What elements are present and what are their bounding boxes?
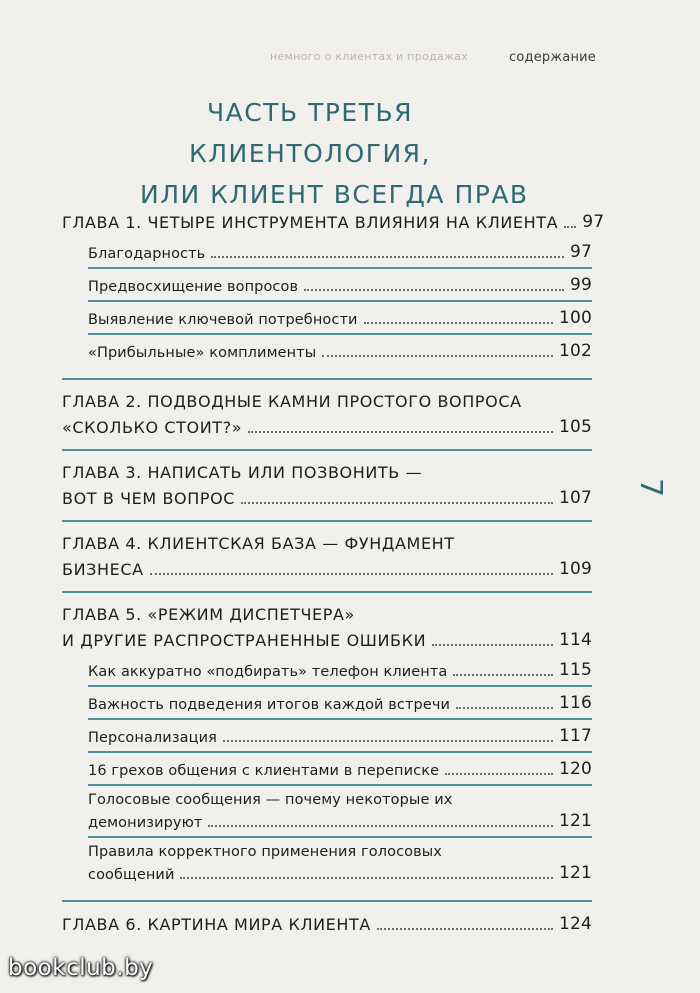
section-title-line2: сообщений xyxy=(88,867,175,883)
leader-dots xyxy=(211,256,564,258)
toc-chapter-2[interactable] xyxy=(62,392,592,451)
section-title-line1: Правила корректного применения голосовых xyxy=(88,844,442,860)
toc-section[interactable] xyxy=(88,720,592,753)
leader-dots xyxy=(564,226,576,228)
section-title: Важность подведения итогов каждой встречи xyxy=(88,697,451,713)
chapter-title-line2: И ДРУГИЕ РАСПРОСТРАНЕННЫЕ ОШИБКИ xyxy=(62,631,427,650)
leader-dots xyxy=(150,573,553,575)
chapter-page: 107 xyxy=(558,488,592,508)
toc-section[interactable] xyxy=(88,302,592,335)
section-title: Благодарность xyxy=(88,246,206,262)
toc-chapter-1[interactable] xyxy=(62,212,605,380)
section-page: 97 xyxy=(569,242,592,262)
section-title: Выявление ключевой потребности xyxy=(88,312,358,328)
leader-dots xyxy=(180,877,552,879)
part-title-line2: КЛИЕНТОЛОГИЯ, xyxy=(188,139,432,168)
running-head: содержание xyxy=(509,50,596,65)
chapter-5-sections xyxy=(88,650,592,888)
toc-chapter-5[interactable] xyxy=(62,605,592,902)
leader-dots xyxy=(364,322,553,324)
bleed-through-text: немного о клиентах и продажах xyxy=(270,50,469,63)
leader-dots xyxy=(304,289,564,291)
chapter-page: 109 xyxy=(558,559,592,579)
leader-dots xyxy=(322,355,553,357)
toc-section[interactable] xyxy=(88,335,592,366)
section-page: 120 xyxy=(558,759,592,779)
chapter-title-line2: «СКОЛЬКО СТОИТ?» xyxy=(62,418,243,437)
toc-section[interactable] xyxy=(88,269,592,302)
part-title-line3: ИЛИ КЛИЕНТ ВСЕГДА ПРАВ xyxy=(140,180,529,209)
leader-dots xyxy=(223,740,553,742)
page-number: 7 xyxy=(632,477,668,498)
section-title: Персонализация xyxy=(88,730,217,746)
toc-section[interactable] xyxy=(88,687,592,720)
chapter-title: ГЛАВА 6. КАРТИНА МИРА КЛИЕНТА xyxy=(62,915,371,934)
section-title-line1: Голосовые сообщения — почему некоторые их xyxy=(88,792,453,808)
section-page: 100 xyxy=(558,308,592,328)
chapter-title: ГЛАВА 1. ЧЕТЫРЕ ИНСТРУМЕНТА ВЛИЯНИЯ НА КЛИЕНТА xyxy=(62,213,559,232)
leader-dots xyxy=(453,674,553,676)
leader-dots xyxy=(241,502,553,504)
chapter-page: 97 xyxy=(582,212,605,232)
table-of-contents xyxy=(62,212,605,958)
part-title-line1: ЧАСТЬ ТРЕТЬЯ xyxy=(206,98,413,127)
section-page: 117 xyxy=(558,726,592,746)
toc-section[interactable] xyxy=(88,236,592,269)
section-page: 102 xyxy=(558,341,592,361)
section-title: «Прибыльные» комплименты xyxy=(88,345,317,361)
leader-dots xyxy=(445,773,553,775)
section-page: 121 xyxy=(558,811,592,831)
toc-chapter-4[interactable] xyxy=(62,534,592,593)
section-title: 16 грехов общения с клиентами в переписке xyxy=(88,763,440,779)
toc-section[interactable] xyxy=(88,654,592,687)
section-page: 99 xyxy=(569,275,592,295)
toc-chapter-3[interactable] xyxy=(62,463,592,522)
leader-dots xyxy=(432,644,553,646)
leader-dots xyxy=(377,928,553,930)
chapter-title-line1: ГЛАВА 3. НАПИСАТЬ ИЛИ ПОЗВОНИТЬ — xyxy=(62,463,423,482)
chapter-title-line1: ГЛАВА 5. «РЕЖИМ ДИСПЕТЧЕРА» xyxy=(62,605,355,624)
part-title xyxy=(140,92,529,215)
chapter-page: 114 xyxy=(558,630,592,650)
leader-dots xyxy=(456,707,553,709)
section-title: Предвосхищение вопросов xyxy=(88,279,299,295)
section-title-line2: демонизируют xyxy=(88,815,203,831)
chapter-title-line2: ВОТ В ЧЕМ ВОПРОС xyxy=(62,489,236,508)
chapter-1-sections xyxy=(88,232,592,366)
chapter-page: 105 xyxy=(558,417,592,437)
section-title: Как аккуратно «подбирать» телефон клиента xyxy=(88,664,448,680)
section-page: 116 xyxy=(558,693,592,713)
leader-dots xyxy=(248,431,553,433)
chapter-page: 124 xyxy=(558,914,592,934)
toc-chapter-6[interactable] xyxy=(62,914,592,946)
leader-dots xyxy=(208,825,553,827)
chapter-title-line1: ГЛАВА 2. ПОДВОДНЫЕ КАМНИ ПРОСТОГО ВОПРОСА xyxy=(62,392,522,411)
chapter-title-line2: БИЗНЕСА xyxy=(62,560,144,579)
chapter-title-line1: ГЛАВА 4. КЛИЕНТСКАЯ БАЗА — ФУНДАМЕНТ xyxy=(62,534,455,553)
toc-section[interactable] xyxy=(88,838,592,888)
toc-section[interactable] xyxy=(88,786,592,838)
toc-section[interactable] xyxy=(88,753,592,786)
section-page: 121 xyxy=(558,863,592,883)
watermark: bookclub.by xyxy=(8,955,154,981)
section-page: 115 xyxy=(558,660,592,680)
